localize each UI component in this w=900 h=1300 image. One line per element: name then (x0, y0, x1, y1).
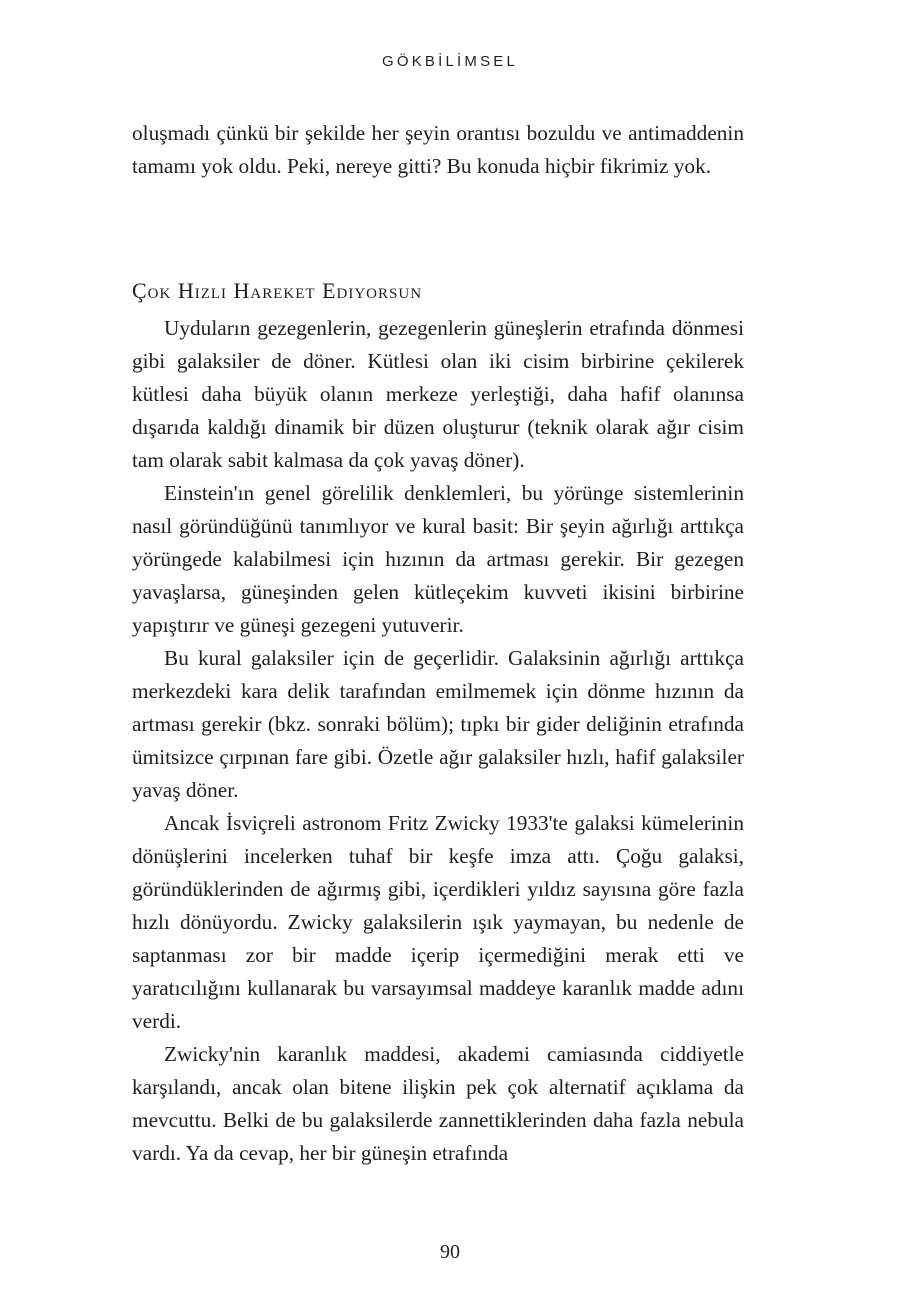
running-head: GÖKBİLİMSEL (381, 53, 519, 70)
paragraph: Bu kural galaksiler için de geçerlidir. Galaksinin ağırlığı arttıkça merkezdeki kara delik tarafından emilmemek için dönme hızının da artması gerekir (bkz. sonraki bölüm); tıpkı bir gider deliğinin etrafında ümitsizce çırpınan fare gibi. Özetle ağır galaksiler hızlı, hafif galaksiler yavaş döner. (132, 646, 744, 802)
section-body (132, 312, 744, 1170)
page-number: 90 (440, 1241, 460, 1263)
paragraph: Uyduların gezegenlerin, gezegenlerin güneşlerin etrafında dönmesi gibi galaksiler de döner. Kütlesi olan iki cisim birbirine çekilerek kütlesi daha büyük olanın merkeze yerleştiği, daha hafif olanınsa dışarıda kaldığı dinamik bir düzen oluşturur (teknik olarak ağır cisim tam olarak sabit kalmasa da çok yavaş döner). (132, 316, 744, 472)
paragraph: Einstein'ın genel görelilik denklemleri, bu yörünge sistemlerinin nasıl göründüğünü tanımlıyor ve kural basit: Bir şeyin ağırlığı arttıkça yörüngede kalabilmesi için hızının da artması gerekir. Bir gezegen yavaşlarsa, güneşinden gelen kütleçekim kuvveti ikisini birbirine yapıştırır ve güneşi gezegeni yutuverir. (132, 481, 744, 637)
continued-paragraph: oluşmadı çünkü bir şekilde her şeyin orantısı bozuldu ve antimaddenin tamamı yok oldu. Peki, nereye gitti? Bu konuda hiçbir fikrimiz yok. (132, 121, 744, 178)
continued-paragraph-block (132, 117, 744, 183)
section-heading: Çok Hızlı Hareket Ediyorsun (132, 278, 423, 303)
paragraph: Ancak İsviçreli astronom Fritz Zwicky 1933'te galaksi kümelerinin dönüşlerini incelerken tuhaf bir keşfe imza attı. Çoğu galaksi, göründüklerinden de ağırmış gibi, içerdikleri yıldız sayısına göre fazla hızlı dönüyordu. Zwicky galaksilerin ışık yaymayan, bu nedenle de saptanması zor bir madde içerip içermediğini merak etti ve yaratıcılığını kullanarak bu varsayımsal maddeye karanlık madde adını verdi. (132, 811, 744, 1033)
paragraph: Zwicky'nin karanlık maddesi, akademi camiasında ciddiyetle karşılandı, ancak olan bitene ilişkin pek çok alternatif açıklama da mevcuttu. Belki de bu galaksilerde zannettiklerinden daha fazla nebula vardı. Ya da cevap, her bir güneşin etrafında (132, 1042, 744, 1165)
